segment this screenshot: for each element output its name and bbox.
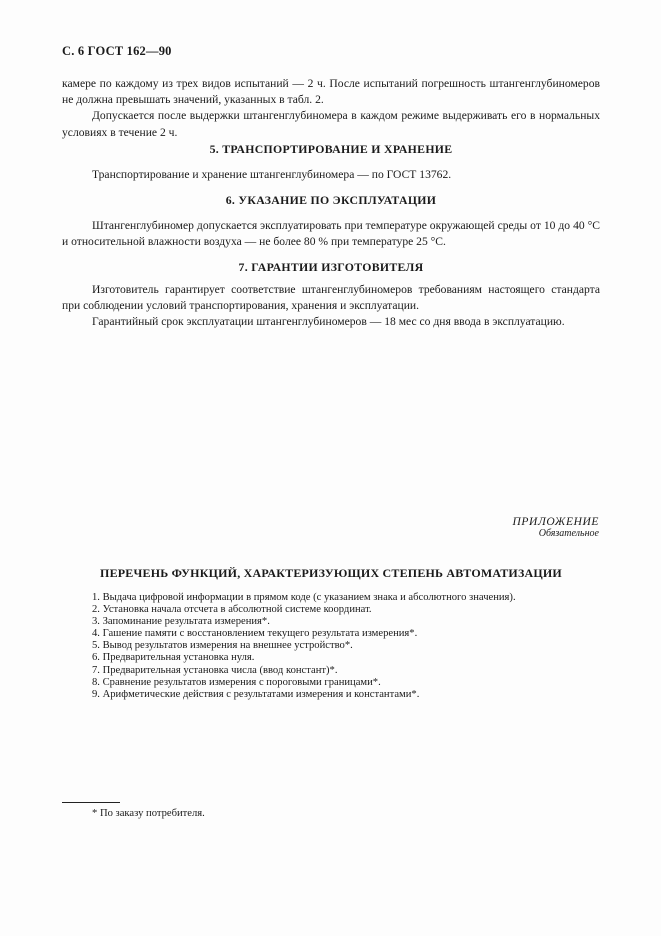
- list-item: 5. Вывод результатов измерения на внешнее устройство*.: [92, 640, 353, 652]
- list-item: 4. Гашение памяти с восстановлением текущего результата измерения*.: [92, 628, 418, 640]
- list-item: 3. Запоминание результата измерения*.: [92, 616, 270, 628]
- list-item: 6. Предварительная установка нуля.: [92, 652, 255, 664]
- section-7-paragraph-2: Гарантийный срок эксплуатации штангенглубиномеров — 18 мес со дня ввода в эксплуатацию.: [92, 315, 565, 329]
- footnote-divider: [62, 802, 120, 803]
- footnote: * По заказу потребителя.: [92, 808, 205, 819]
- section-7-paragraph-1: Изготовитель гарантирует соответствие штангенглубиномеров требованиям настоящего стандарта при соблюдении условий транспортирования, хранения и эксплуатации.: [62, 283, 600, 313]
- appendix-label: ПРИЛОЖЕНИЕ: [512, 516, 599, 528]
- page-header: С. 6 ГОСТ 162—90: [62, 44, 172, 58]
- intro-paragraph-2: Допускается после выдержки штангенглубиномера в каждом режиме выдерживать его в нормальных условиях в течение 2 ч.: [62, 109, 600, 139]
- appendix-status: Обязательное: [538, 528, 599, 539]
- appendix-title: ПЕРЕЧЕНЬ ФУНКЦИЙ, ХАРАКТЕРИЗУЮЩИХ СТЕПЕНЬ АВТОМАТИЗАЦИИ: [100, 566, 562, 580]
- section-5-paragraph-1: Транспортирование и хранение штангенглубиномера — по ГОСТ 13762.: [92, 168, 452, 181]
- intro-paragraph-1: камере по каждому из трех видов испытаний — 2 ч. После испытаний погрешность штангенглубиномеров не должна превышать значений, указанных в табл. 2.: [62, 77, 600, 107]
- functions-list: [92, 592, 592, 701]
- list-item: 9. Арифметические действия с результатами измерения и константами*.: [92, 688, 420, 700]
- section-6-title: 6. УКАЗАНИЕ ПО ЭКСПЛУАТАЦИИ: [225, 193, 437, 207]
- section-7-body: [62, 282, 600, 331]
- list-item: 2. Установка начала отсчета в абсолютной системе координат.: [92, 604, 372, 616]
- list-item: 1. Выдача цифровой информации в прямом коде (с указанием знака и абсолютного значения).: [92, 592, 516, 603]
- list-item: 7. Предварительная установка числа (ввод констант)*.: [92, 664, 338, 676]
- section-6-body: [62, 218, 600, 250]
- section-5-title: 5. ТРАНСПОРТИРОВАНИЕ И ХРАНЕНИЕ: [209, 142, 453, 156]
- section-7-title: 7. ГАРАНТИИ ИЗГОТОВИТЕЛЯ: [238, 260, 424, 274]
- section-5-body: [62, 167, 600, 183]
- list-item: 8. Сравнение результатов измерения с пороговыми границами*.: [92, 676, 381, 688]
- section-6-paragraph-1: Штангенглубиномер допускается эксплуатировать при температуре окружающей среды от 10 до 40 °С и относительной влажности воздуха — не более 80 % при температуре 25 °С.: [62, 219, 600, 249]
- appendix-label-block: [513, 516, 599, 539]
- intro-block: [62, 76, 600, 141]
